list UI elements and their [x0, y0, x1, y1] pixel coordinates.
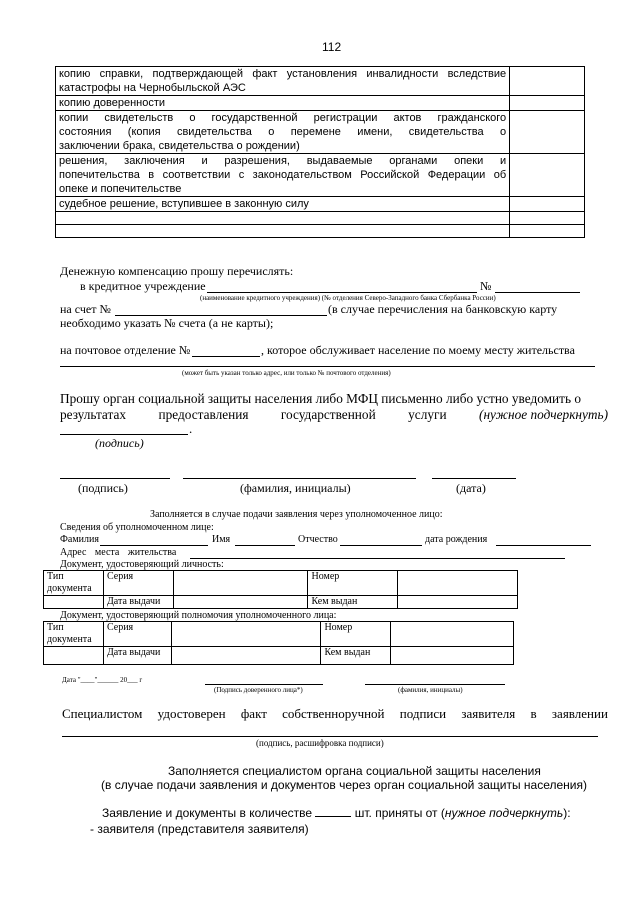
accept-line: Заявление и документы в количестве шт. приняты от (нужное подчеркнуть): [102, 806, 571, 820]
date-label: (дата) [456, 481, 486, 495]
proxy-name-label: (фамилия, инициалы) [398, 686, 463, 694]
documents-table [55, 66, 585, 238]
issue-date-value[interactable] [171, 647, 321, 665]
applicant-option[interactable]: - заявителя (представителя заявителя) [90, 822, 309, 836]
id-document-table [43, 570, 518, 609]
specialist-line: Специалистом удостоверен факт собственноручной подписи заявителя в заявлении [62, 706, 608, 721]
table-row: Дата выдачи Кем выдан [44, 596, 518, 609]
specialist-signature-label: (подпись, расшифровка подписи) [256, 738, 384, 748]
table-row [56, 212, 585, 225]
table-row [56, 67, 585, 96]
address-label: Адрес места жительства [60, 547, 177, 558]
page-number: 112 [322, 40, 342, 54]
table-row [56, 197, 585, 212]
post-office-field[interactable] [192, 356, 260, 357]
document-line: судебное решение, вступившее в законную силу [59, 198, 309, 210]
footer-title-1: Заполняется специалистом органа социальной защиты населения [168, 764, 541, 778]
document-line: опеке и попечительстве [59, 183, 182, 195]
document-item [56, 197, 510, 212]
issued-by-value[interactable] [391, 647, 514, 665]
post-hint: (может быть указан только адрес, или только № почтового отделения) [182, 369, 391, 377]
document-line: состояния (копия свидетельства о перемене имени, свидетельства о [59, 126, 507, 138]
document-line: заключении брака, свидетельства о рождении) [59, 140, 300, 152]
patronymic-label: Отчество [298, 534, 338, 545]
checkbox-cell[interactable] [510, 111, 585, 154]
first-name-label: Имя [212, 534, 231, 545]
document-line: копию доверенности [59, 97, 166, 109]
auth-doc-label: Документ, удостоверяющий полномочия уполномоченного лица: [60, 610, 337, 621]
proxy-date-label: Дата "____"______ 20___ г [62, 676, 143, 684]
specialist-signature-field[interactable] [62, 736, 598, 737]
number-value[interactable] [398, 571, 518, 596]
empty-cell[interactable] [56, 225, 510, 238]
proxy-heading: Заполняется в случае подачи заявления через уполномоченное лицо: [150, 509, 443, 520]
checkbox-cell[interactable] [510, 225, 585, 238]
quantity-field[interactable] [315, 806, 351, 817]
document-item [56, 96, 510, 111]
empty-cell [44, 647, 104, 665]
surname-field[interactable] [100, 545, 208, 546]
notify-signature-field[interactable] [60, 434, 188, 435]
underline-hint: (нужное подчеркнуть) [479, 407, 608, 422]
table-row: Тип документа Серия Номер [44, 622, 514, 647]
address-field[interactable] [190, 558, 565, 559]
id-doc-label: Документ, удостоверяющий личность: [60, 559, 224, 570]
document-item [56, 67, 510, 96]
issue-date-value[interactable] [173, 596, 308, 609]
credit-note: (наименование кредитного учреждения) (№ отделения Северо-Западного банка Сбербанка России) [200, 294, 496, 302]
footer-title-2: (в случае подачи заявления и документов через орган социальной защиты населения) [101, 778, 587, 792]
patronymic-field[interactable] [340, 545, 422, 546]
proxy-signature-label: (Подпись доверенного лица*) [214, 686, 303, 694]
date-field[interactable] [432, 478, 516, 479]
table-row: Дата выдачи Кем выдан [44, 647, 514, 665]
proxy-name-field[interactable] [365, 684, 505, 685]
post-label: на почтовое отделение № [60, 343, 191, 357]
document-line: попечительства в соответствии с законодательством Российской Федерации об [59, 169, 507, 181]
series-value[interactable] [173, 571, 308, 596]
empty-cell [44, 596, 104, 609]
checkbox-cell[interactable] [510, 67, 585, 96]
signature-label: (подпись) [78, 481, 128, 495]
checkbox-cell[interactable] [510, 212, 585, 225]
fullname-label: (фамилия, инициалы) [240, 481, 351, 495]
proxy-signature-field[interactable] [205, 684, 323, 685]
notify-signature-label: (подпись) [95, 436, 144, 450]
table-row [56, 111, 585, 154]
document-line: катастрофы на Чернобыльской АЭС [59, 82, 246, 94]
document-item [56, 111, 510, 154]
document-item [56, 154, 510, 197]
post-note: , которое обслуживает население по моему месту жительства [261, 343, 575, 357]
credit-label: в кредитное учреждение [80, 279, 206, 293]
birth-date-label: дата рождения [425, 534, 488, 545]
first-name-field[interactable] [235, 545, 295, 546]
fullname-field[interactable] [183, 478, 416, 479]
proxy-info: Сведения об уполномоченном лице: [60, 522, 214, 533]
surname-label: Фамилия [60, 534, 99, 545]
credit-institution-field[interactable] [207, 292, 477, 293]
checkbox-cell[interactable] [510, 154, 585, 197]
account-label: на счет № [60, 302, 111, 316]
document-line: решения, заключения и разрешения, выдаваемые органами опеки и [59, 155, 507, 167]
empty-cell[interactable] [56, 212, 510, 225]
notify-line-1: Прошу орган социальной защиты населения либо МФЦ письменно либо устно уведомить о [60, 391, 582, 406]
table-row [56, 154, 585, 197]
table-row [56, 225, 585, 238]
signature-field[interactable] [60, 478, 170, 479]
number-value[interactable] [391, 622, 514, 647]
account-note-b: необходимо указать № счета (а не карты); [60, 316, 274, 330]
branch-number-field[interactable] [495, 292, 580, 293]
notify-dot: . [189, 421, 193, 436]
account-note-a: (в случае перечисления на банковскую карту [328, 302, 558, 316]
notify-line-2: результатах предоставления государственной услуги (нужное подчеркнуть) [60, 407, 608, 422]
table-row [56, 96, 585, 111]
compensation-heading: Денежную компенсацию прошу перечислять: [60, 264, 294, 278]
birth-date-field[interactable] [496, 545, 591, 546]
document-line: копию справки, подтверждающей факт установления инвалидности вследствие [59, 68, 507, 80]
authority-document-table [43, 621, 514, 665]
checkbox-cell[interactable] [510, 96, 585, 111]
table-row: Тип документа Серия Номер [44, 571, 518, 596]
document-line: копии свидетельств о государственной регистрации актов гражданского [59, 112, 507, 124]
series-value[interactable] [171, 622, 321, 647]
checkbox-cell[interactable] [510, 197, 585, 212]
branch-number-sign: № [480, 279, 492, 293]
issued-by-value[interactable] [398, 596, 518, 609]
post-address-field[interactable] [60, 366, 595, 367]
